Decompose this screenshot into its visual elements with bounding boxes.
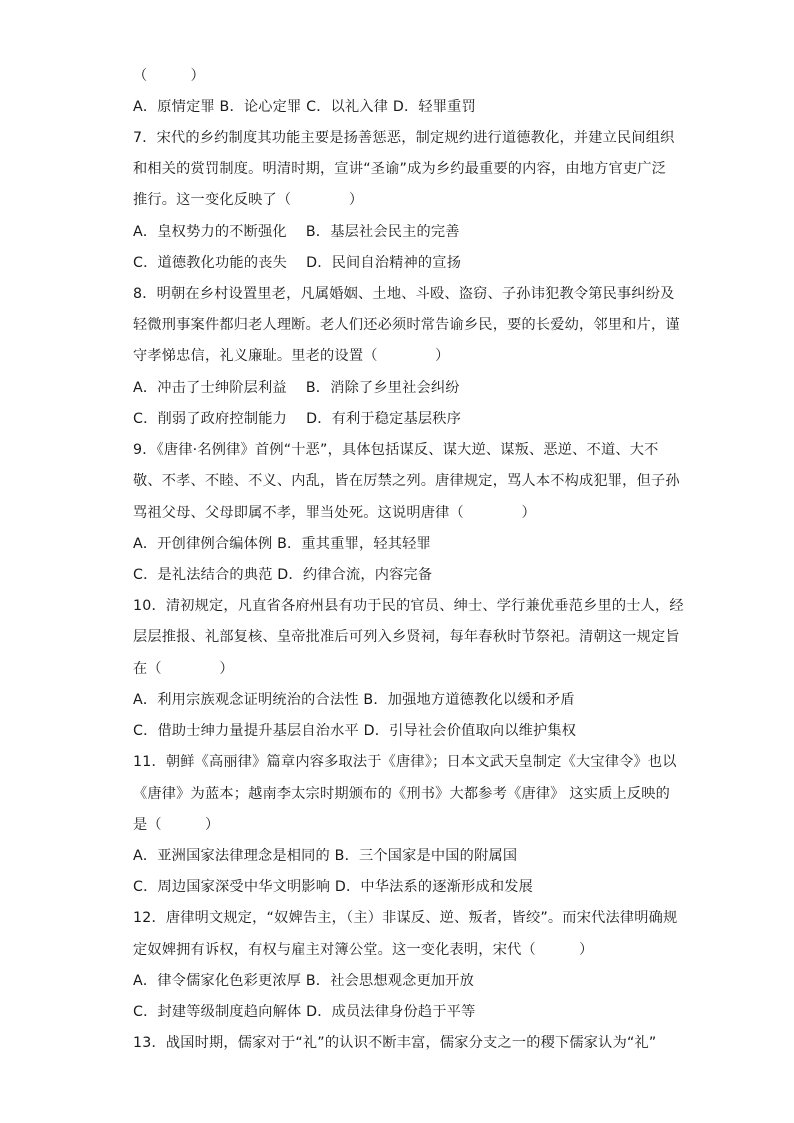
q6-options: A．原情定罪 B．论心定罪 C．以礼入律 D．轻罪重罚 (133, 99, 476, 115)
q11-stem-line-1: 11．朝鲜《高丽律》篇章内容多取法于《唐律》；日本文武天皇制定《大宝律令》也以 (133, 754, 677, 770)
q10-stem-line-2: 层层推报、礼部复核、皇帝批准后可列入乡贤祠，每年春秋时节祭祀。清朝这一规定旨 (133, 629, 680, 645)
q12-options-ab: A．律令儒家化色彩更浓厚 B．社会思想观念更加开放 (133, 973, 475, 989)
q9-options-cd: C．是礼法结合的典范 D．约律合流，内容完备 (133, 567, 433, 583)
q11-options-cd: C．周边国家深受中华文明影响 D．中华法系的逐渐形成和发展 (133, 879, 534, 895)
q9-stem-line-3: 骂祖父母、父母即属不孝，罪当处死。这说明唐律（ ） (133, 505, 536, 521)
q12-options-cd: C．封建等级制度趋向解体 D．成员法律身份趋于平等 (133, 1004, 476, 1020)
q9-stem-line-2: 敬、不孝、不睦、不义、内乱，皆在厉禁之列。唐律规定，骂人本不构成犯罪，但子孙 (133, 473, 680, 489)
q10-options-ab: A．利用宗族观念证明统治的合法性 B．加强地方道德教化以缓和矛盾 (133, 692, 575, 708)
q11-options-ab: A．亚洲国家法律理念是相同的 B．三个国家是中国的附属国 (133, 848, 518, 864)
q9-options-ab: A．开创律例合编体例 B．重其重罪，轻其轻罪 (133, 536, 431, 552)
q10-options-cd: C．借助士绅力量提升基层自治水平 D．引导社会价值取向以维护集权 (133, 723, 577, 739)
q8-stem-line-1: 8．明朝在乡村设置里老，凡属婚姻、土地、斗殴、盗窃、子孙讳犯教令第民事纠纷及 (133, 286, 675, 302)
q12-stem-line-2: 定奴婢拥有诉权，有权与雇主对簿公堂。这一变化表明，宋代（ ） (133, 942, 594, 958)
q7-stem-line-2: 和相关的赏罚制度。明清时期，宣讲“圣谕”成为乡约最重要的内容，由地方官吏广泛 (133, 161, 667, 177)
q13-stem-line-1: 13．战国时期，儒家对于“礼”的认识不断丰富，儒家分支之一的稷下儒家认为“礼” (133, 1035, 657, 1051)
q7-options-cd: C．道德教化功能的丧失 D．民间自治精神的宣扬 (133, 255, 462, 271)
q9-stem-line-1: 9．《唐律·名例律》首例“十恶”，具体包括谋反、谋大逆、谋叛、恶逆、不道、大不 (133, 442, 659, 458)
q8-stem-line-3: 守孝悌忠信，礼义廉耻。里老的设置（ ） (133, 348, 450, 364)
q7-stem-line-1: 7．宋代的乡约制度其功能主要是扬善惩恶，制定规约进行道德教化，并建立民间组织 (133, 130, 675, 146)
q11-stem-line-2: 《唐律》为蓝本；越南李太宗时期颁布的《刑书》大都参考《唐律》 这实质上反映的 (133, 786, 671, 802)
q12-stem-line-1: 12．唐律明文规定，“奴婢告主，（主）非谋反、逆、叛者，皆绞”。而宋代法律明确规 (133, 910, 678, 926)
q10-stem-line-1: 10．清初规定，凡直省各府州县有功于民的官员、绅士、学行兼优垂范乡里的士人，经 (133, 598, 684, 614)
q8-options-ab: A．冲击了士绅阶层利益 B．消除了乡里社会纠纷 (133, 380, 460, 396)
q8-options-cd: C．削弱了政府控制能力 D．有利于稳定基层秩序 (133, 411, 462, 427)
q8-stem-line-2: 轻微刑事案件都归老人理断。老人们还必须时常告谕乡民，要的长爱幼，邻里和片，谨 (133, 317, 680, 333)
q7-options-ab: A．皇权势力的不断强化 B．基层社会民主的完善 (133, 224, 460, 240)
q10-stem-line-3: 在（ ） (133, 661, 234, 677)
q7-stem-line-3: 推行。这一变化反映了（ ） (133, 192, 364, 208)
q6-answer-blank: （ ） (133, 68, 205, 84)
q11-stem-line-3: 是（ ） (133, 817, 220, 833)
